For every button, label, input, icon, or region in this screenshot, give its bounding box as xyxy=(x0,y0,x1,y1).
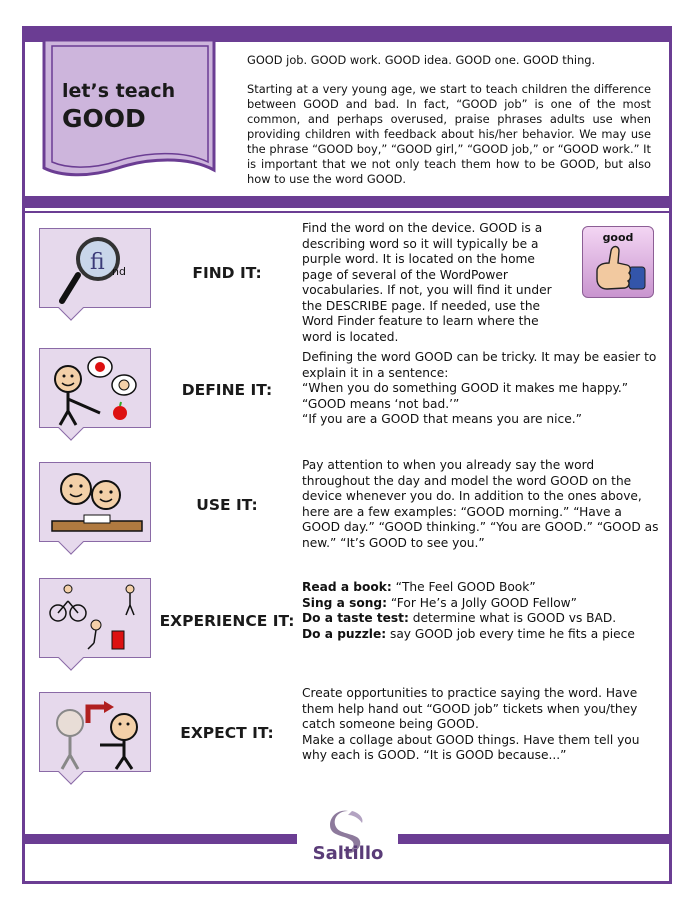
expect-line-1: Create opportunities to practice saying the word. Have them help hand out “GOOD job” tickets when you/they catch someone being GOOD. xyxy=(302,686,638,731)
title-line-2: GOOD xyxy=(62,104,146,133)
good-symbol-word: good xyxy=(602,231,634,244)
define-it-symbol xyxy=(39,348,151,428)
magnifier-icon xyxy=(40,229,152,309)
find-it-text: Find the word on the device. GOOD is a describing word so it will typically be a purple word. It is located on the home page of several of the WordPower vocabularies. If not, you will find it under the DESCRIBE page. If needed, use the Word Finder feature to learn where the word is located. xyxy=(302,221,552,344)
page-title xyxy=(62,80,175,133)
use-it-text: Pay attention to when you already say the word throughout the day and model the word GOOD on the device whenever you do. In addition to the ones above, here are a few examples: “GOOD morning.” “Have a GOOD day.” “GOOD thinking.” “You are GOOD.” “GOOD as new.” “It’s GOOD to see you.” xyxy=(302,458,659,550)
intro-paragraph: Starting at a very young age, we start to teach children the difference between GOOD and bad. In fact, “GOOD job” is one of the most common, and perhaps overused, praise phrases adults use when providing children with feedback about his/her behavior. We may use the phrase “GOOD boy,” “GOOD girl,” “GOOD job,” or “GOOD work.” It is important that we not only teach them how to be GOOD, but also how to use the word GOOD. xyxy=(247,82,651,186)
find-it-label: FIND IT: xyxy=(192,264,262,282)
good-thumbs-up-symbol xyxy=(582,226,654,298)
saltillo-logo-text: Saltillo xyxy=(312,843,384,864)
intro-tagline: GOOD job. GOOD work. GOOD idea. GOOD one. GOOD thing. xyxy=(247,53,596,67)
experience-item-4: Do a puzzle: say GOOD job every time he fits a piece xyxy=(302,626,635,641)
use-it-symbol xyxy=(39,462,151,542)
explaining-person-icon xyxy=(40,349,152,429)
use-it-label: USE IT: xyxy=(196,496,258,514)
activities-icon xyxy=(40,579,152,659)
define-line-1: Defining the word GOOD can be tricky. It may be easier to explain it in a sentence: xyxy=(302,350,657,380)
thumbs-up-icon xyxy=(583,227,655,299)
bottom-divider-left xyxy=(22,834,297,844)
define-it-text xyxy=(302,350,662,428)
find-letters-nd: nd xyxy=(112,265,126,278)
middle-divider-line xyxy=(22,211,672,213)
expect-it-label: EXPECT IT: xyxy=(180,724,274,742)
define-line-2: “When you do something GOOD it makes me happy.” xyxy=(302,381,629,395)
experience-it-symbol xyxy=(39,578,151,658)
expect-it-text xyxy=(302,686,662,764)
experience-it-label: EXPERIENCE IT: xyxy=(159,612,295,630)
expect-line-2: Make a collage about GOOD things. Have them tell you why each is GOOD. “It is GOOD because...” xyxy=(302,732,640,762)
experience-item-1: Read a book: “The Feel GOOD Book” xyxy=(302,580,536,594)
find-it-symbol xyxy=(39,228,151,308)
two-people-expect-icon xyxy=(40,693,152,773)
experience-item-2: Sing a song: “For He’s a Jolly GOOD Fellow” xyxy=(302,595,577,610)
title-line-1: let’s teach xyxy=(62,80,176,102)
experience-it-text xyxy=(302,580,662,642)
define-line-3: “GOOD means ‘not bad.’” xyxy=(302,396,460,411)
experience-item-3: Do a taste test: determine what is GOOD vs BAD. xyxy=(302,611,617,625)
intro-text xyxy=(247,53,651,201)
expect-it-symbol xyxy=(39,692,151,772)
define-it-label: DEFINE IT: xyxy=(181,381,273,399)
find-letters-fi: fi xyxy=(90,250,105,275)
bottom-divider-right xyxy=(398,834,672,844)
define-line-4: “If you are a GOOD that means you are nice.” xyxy=(302,412,582,426)
two-people-at-table-icon xyxy=(40,463,152,543)
